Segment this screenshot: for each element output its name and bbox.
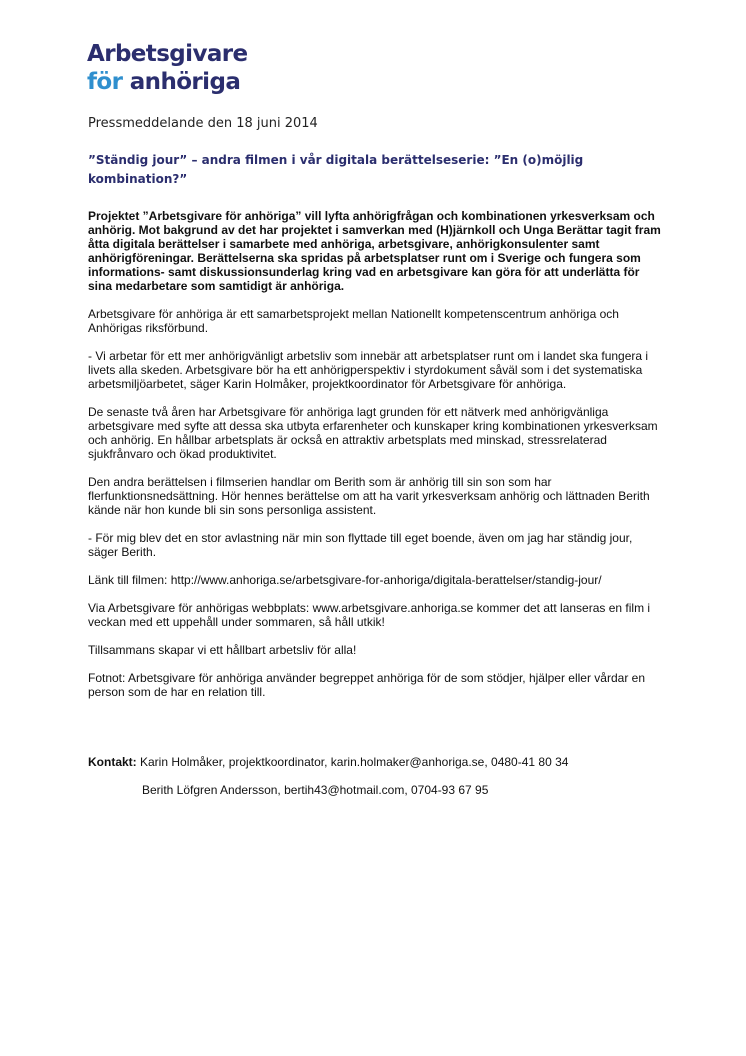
logo-line-1: Arbetsgivare	[87, 41, 248, 67]
logo-line-2	[87, 68, 248, 96]
press-release-date: Pressmeddelande den 18 juni 2014	[88, 116, 318, 131]
contact-label: Kontakt:	[88, 755, 137, 769]
body-paragraph: Tillsammans skapar vi ett hållbart arbetsliv för alla!	[88, 643, 357, 657]
film-link-paragraph: Länk till filmen: http://www.anhoriga.se/arbetsgivare-for-anhoriga/digitala-berattelser/standig-jour/	[88, 573, 602, 587]
lead-paragraph: Projektet ”Arbetsgivare för anhöriga” vill lyfta anhörigfrågan och kombinationen yrkesverksam och anhörig. Mot bakgrund av det har projektet i samverkan med (H)järnkoll och Unga Berättar tagit fram åtta digitala berättelser i samarbete med anhöriga, arbetsgivare, anhörigkonsulenter samt anhörigföreningar. Berättelserna ska spridas på arbetsplatser runt om i Sverige och fungera som informations- samt diskussionsunderlag kring vad en arbetsgivare kan göra för att underlätta för sina medarbetare som samtidigt är anhöriga.	[88, 209, 661, 293]
footnote-paragraph: Fotnot: Arbetsgivare för anhöriga använder begreppet anhöriga för de som stödjer, hjälper eller vårdar en person som de har en relation till.	[88, 671, 646, 699]
contact-section	[88, 755, 688, 797]
organization-logo	[87, 40, 248, 96]
logo-line-2-rest: anhöriga	[122, 69, 241, 95]
body-paragraph: De senaste två åren har Arbetsgivare för anhöriga lagt grunden för ett nätverk med anhörigvänliga arbetsgivare med syfte att dessa ska utbyta erfarenheter och kunskaper kring kombinationen yrkesverksam och anhörig. En hållbar arbetsplats är också en attraktiv arbetsplats med minskad, stressrelaterad sjukfrånvaro och ökad produktivitet.	[88, 405, 658, 461]
body-paragraph: - Vi arbetar för ett mer anhörigvänligt arbetsliv som innebär att arbetsplatser runt om i landet ska fungera i livets alla skeden. Arbetsgivare bör ha ett anhörigperspektiv i styrdokument såväl som i det systematiska arbetsmiljöarbetet, säger Karin Holmåker, projektkoordinator för Arbetsgivare för anhöriga.	[88, 349, 649, 391]
press-release-body	[88, 209, 663, 713]
contact-person-1: Karin Holmåker, projektkoordinator, karin.holmaker@anhoriga.se, 0480-41 80 34	[136, 755, 569, 769]
logo-accent-word: för	[87, 69, 123, 95]
body-paragraph: - För mig blev det en stor avlastning när min son flyttade till eget boende, även om jag har ständig jour, säger Berith.	[88, 531, 633, 559]
body-paragraph: Via Arbetsgivare för anhörigas webbplats: www.arbetsgivare.anhoriga.se kommer det att lanseras en film i veckan med ett uppehåll under sommaren, så håll utkik!	[88, 601, 651, 629]
body-paragraph: Arbetsgivare för anhöriga är ett samarbetsprojekt mellan Nationellt kompetenscentrum anhöriga och Anhörigas riksförbund.	[88, 307, 619, 335]
body-paragraph: Den andra berättelsen i filmserien handlar om Berith som är anhörig till sin son som har flerfunktionsnedsättning. Hör hennes berättelse om att ha varit yrkesverksam anhörig och lättnaden Berith kände när hon kunde bli sin sons personliga assistent.	[88, 475, 650, 517]
contact-person-2: Berith Löfgren Andersson, bertih43@hotmail.com, 0704-93 67 95	[142, 783, 489, 797]
press-release-headline: ”Ständig jour” – andra filmen i vår digitala berättelseserie: ”En (o)möjlig kombination?”	[88, 153, 584, 186]
contact-row-1	[88, 755, 688, 769]
